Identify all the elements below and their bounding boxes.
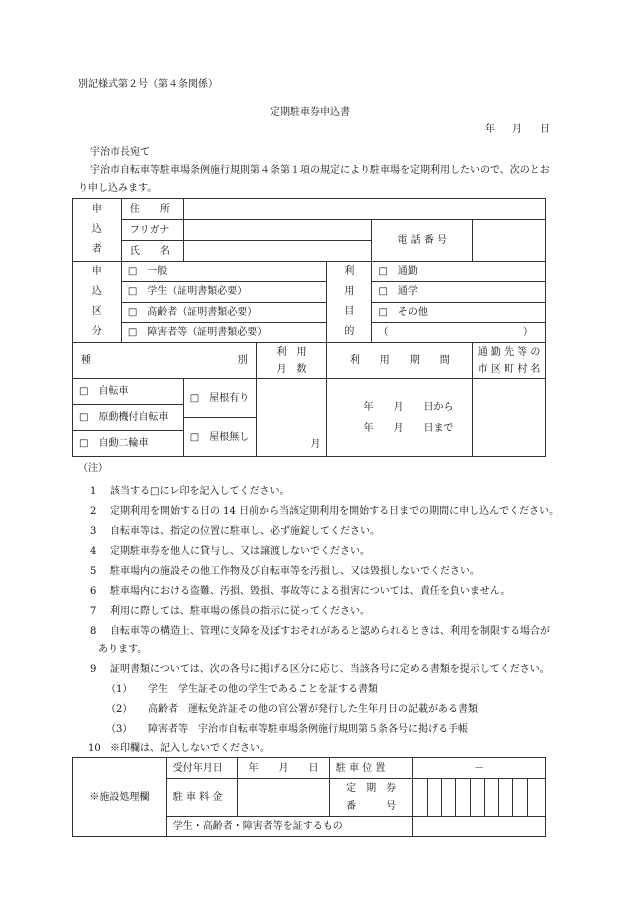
furigana-field[interactable] bbox=[183, 220, 372, 241]
note-3-text: 自転車等は、指定の位置に駐車し、必ず施錠してください。 bbox=[110, 526, 380, 537]
note-2-number: 2 bbox=[90, 506, 97, 517]
purpose-char-4: 的 bbox=[344, 326, 355, 337]
purpose-option-commute[interactable]: □ 通勤 bbox=[372, 262, 546, 282]
note-5-text: 駐車場内の施設その他工作物及び自転車等を汚損し、又は毀損しないでください。 bbox=[110, 566, 480, 577]
note-9-text: 証明書類については、次の各号に掲げる区分に応じ、当該各号に定める書類を提示してください。 bbox=[110, 664, 550, 675]
ticket-digit-9 bbox=[527, 779, 545, 817]
sub-item-2-number: （2） bbox=[106, 704, 133, 715]
destination-header-line-1: 通 勤 先 等 の bbox=[477, 346, 541, 358]
category-option-student[interactable]: □ 学生（証明書類必要） bbox=[121, 282, 327, 302]
note-1-text: 該当する□にレ印を記入してください。 bbox=[110, 486, 290, 497]
months-header-line-1: 利 用 bbox=[276, 346, 307, 358]
purpose-option-other[interactable]: □ その他 bbox=[372, 302, 546, 322]
sub-item-3-number: （3） bbox=[106, 724, 133, 735]
name-field[interactable] bbox=[183, 241, 372, 262]
page-title: 定期駐車券申込書 bbox=[270, 107, 350, 118]
sub-item-3-text: 障害者等 宇治市自転車等駐車場条例施行規則第５条各号に掲げる手帳 bbox=[148, 724, 468, 735]
months-unit: 月 bbox=[310, 439, 321, 450]
note-3-number: 3 bbox=[90, 526, 97, 537]
months-header bbox=[256, 343, 327, 379]
date-year: 年 bbox=[485, 124, 495, 135]
note-7-text: 利用に際しては、駐車場の係員の指示に従ってください。 bbox=[110, 606, 370, 617]
type-header-left: 種 bbox=[81, 355, 91, 366]
application-table bbox=[72, 198, 546, 457]
category-option-elderly[interactable]: □ 高齢者（証明書類必要） bbox=[121, 302, 327, 322]
sub-item-1-number: （1） bbox=[106, 684, 133, 695]
category-char-4: 分 bbox=[91, 326, 102, 337]
note-1-number: 1 bbox=[90, 486, 97, 497]
address-field[interactable] bbox=[183, 199, 545, 220]
note-10-text: ※印欄は、記入しないでください。 bbox=[110, 743, 270, 754]
vehicle-option-bicycle[interactable]: □ 自転車 bbox=[73, 379, 184, 405]
office-processing-label: ※施設処理欄 bbox=[73, 758, 167, 837]
note-6-number: 6 bbox=[90, 586, 97, 597]
ticket-number-label bbox=[329, 779, 413, 817]
type-header-right: 別 bbox=[237, 355, 248, 366]
ticket-digit-6 bbox=[484, 779, 498, 817]
note-8-continued: あります。 bbox=[98, 644, 148, 655]
months-field[interactable] bbox=[256, 379, 327, 457]
ticket-digit-8 bbox=[513, 779, 527, 817]
destination-header-line-2: 市 区 町 村 名 bbox=[477, 363, 541, 375]
addressee: 宇治市長宛て bbox=[90, 147, 150, 158]
destination-header bbox=[473, 343, 546, 379]
purpose-char-1: 利 bbox=[344, 266, 355, 277]
note-10-number: 10 bbox=[88, 743, 101, 754]
category-option-disabled[interactable]: □ 障害者等（証明書類必要） bbox=[121, 322, 327, 342]
address-label: 住 所 bbox=[121, 199, 183, 220]
period-field[interactable] bbox=[327, 379, 473, 457]
other-open-paren: （ bbox=[378, 326, 389, 338]
purpose-other-field[interactable] bbox=[372, 322, 546, 342]
intro-line-1: 宇治市自転車等駐車場条例施行規則第４条第１項の規定により駐車場を定期利用したいので、次のとお bbox=[90, 165, 550, 176]
date-day: 日 bbox=[540, 124, 550, 135]
received-date-field: 年 月 日 bbox=[238, 758, 330, 779]
parking-fee-field bbox=[238, 779, 330, 817]
note-2-text: 定期利用を開始する日の 14 日前から当該定期利用を開始する日までの期間に申し込んでください。 bbox=[110, 506, 560, 517]
period-to: 年 月 日まで bbox=[363, 422, 454, 434]
ticket-number-label-line-2: 番 号 bbox=[346, 800, 397, 812]
ticket-digit-2 bbox=[427, 779, 441, 817]
type-header bbox=[73, 343, 257, 379]
applicant-char-2: 込 bbox=[91, 224, 102, 235]
parking-location-field: － bbox=[413, 758, 546, 779]
date-month: 月 bbox=[512, 124, 522, 135]
note-8-number: 8 bbox=[90, 626, 97, 637]
months-header-line-2: 月 数 bbox=[276, 363, 307, 375]
purpose-group-label bbox=[327, 262, 372, 343]
parking-fee-label: 駐 車 料 金 bbox=[166, 779, 237, 817]
received-date-label: 受付年月日 bbox=[166, 758, 237, 779]
vehicle-option-moped[interactable]: □ 原動機付自転車 bbox=[73, 405, 184, 431]
other-close-paren: ） bbox=[523, 326, 533, 338]
ticket-digit-3 bbox=[441, 779, 455, 817]
category-char-1: 申 bbox=[91, 266, 102, 277]
ticket-number-label-line-1: 定 期 券 bbox=[346, 782, 397, 794]
ticket-digit-4 bbox=[456, 779, 470, 817]
notes-heading: （注） bbox=[78, 463, 108, 474]
intro-line-2: り申し込みます。 bbox=[78, 183, 158, 194]
proof-document-field bbox=[413, 817, 546, 837]
note-6-text: 駐車場内における盗難、汚損、毀損、事故等による損害については、責任を負いません。 bbox=[110, 586, 511, 597]
period-from: 年 月 日から bbox=[363, 401, 454, 413]
roof-option-uncovered[interactable]: □ 屋根無し bbox=[183, 418, 256, 457]
ticket-digit-1 bbox=[413, 779, 427, 817]
proof-document-label: 学生・高齢者・障害者等を証するもの bbox=[166, 817, 413, 837]
category-option-general[interactable]: □ 一般 bbox=[121, 262, 327, 282]
vehicle-option-motorcycle[interactable]: □ 自動二輪車 bbox=[73, 431, 184, 457]
category-char-2: 込 bbox=[91, 286, 102, 297]
phone-label: 電 話 番 号 bbox=[372, 220, 473, 262]
applicant-group-label bbox=[73, 199, 122, 262]
ticket-digit-7 bbox=[499, 779, 513, 817]
name-label: 氏 名 bbox=[121, 241, 183, 262]
category-char-3: 区 bbox=[91, 306, 102, 317]
note-5-number: 5 bbox=[90, 566, 97, 577]
note-7-number: 7 bbox=[90, 606, 97, 617]
office-processing-table bbox=[72, 757, 546, 837]
sub-item-2-text: 高齢者 運転免許証その他の官公署が発行した生年月日の記載がある書類 bbox=[148, 704, 478, 715]
destination-field[interactable] bbox=[473, 379, 546, 457]
note-4-text: 定期駐車券を他人に貸与し、又は譲渡しないでください。 bbox=[110, 546, 370, 557]
period-header: 利 用 期 間 bbox=[327, 343, 473, 379]
category-group-label bbox=[73, 262, 122, 343]
roof-option-covered[interactable]: □ 屋根有り bbox=[183, 379, 256, 418]
applicant-char-3: 者 bbox=[91, 244, 102, 255]
form-id: 別記様式第２号（第４条関係） bbox=[78, 79, 218, 90]
note-8-text: 自転車等の構造上、管理に支障を及ぼすおそれがあると認められるときは、利用を制限する場合が bbox=[110, 626, 550, 637]
note-4-number: 4 bbox=[90, 546, 97, 557]
note-9-number: 9 bbox=[90, 664, 97, 675]
parking-location-label: 駐 車 位 置 bbox=[329, 758, 413, 779]
purpose-option-school[interactable]: □ 通学 bbox=[372, 282, 546, 302]
ticket-digit-5 bbox=[470, 779, 484, 817]
purpose-char-3: 目 bbox=[344, 306, 355, 317]
purpose-char-2: 用 bbox=[344, 286, 355, 297]
phone-field[interactable] bbox=[473, 220, 546, 262]
sub-item-1-text: 学生 学生証その他の学生であることを証する書類 bbox=[148, 684, 378, 695]
applicant-char-1: 申 bbox=[91, 204, 102, 215]
furigana-label: フリガナ bbox=[121, 220, 183, 241]
